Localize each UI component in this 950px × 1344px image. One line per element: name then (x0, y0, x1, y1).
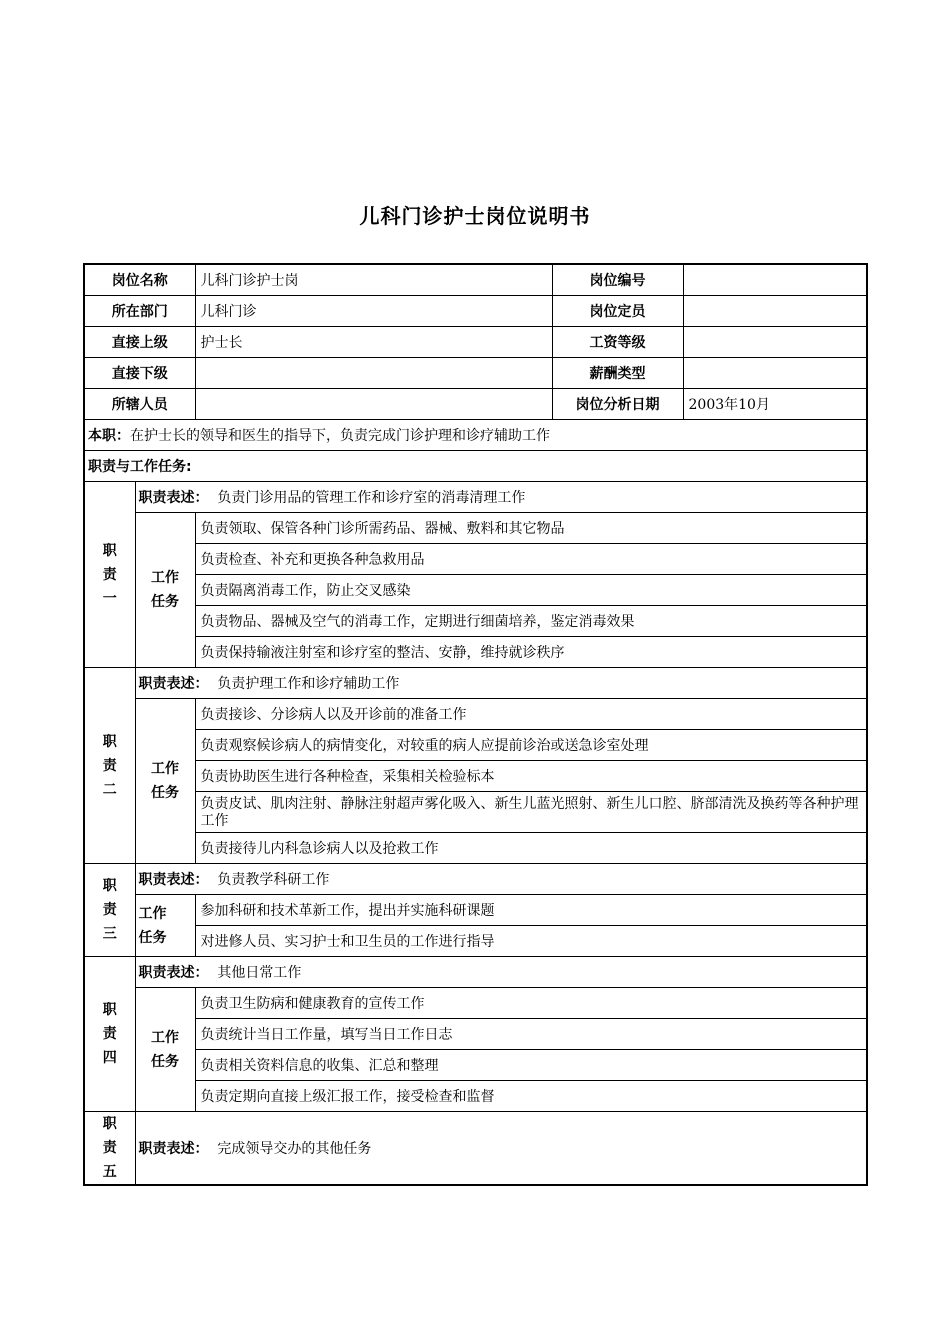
duty-1-name: 职 责 一 (84, 482, 135, 668)
job-name-value: 儿科门诊护士岗 (195, 264, 552, 296)
duty-4-task-row (84, 1019, 867, 1050)
duty-2-task: 负责皮试、肌肉注射、静脉注射超声雾化吸入、新生儿蓝光照射、新生儿口腔、脐部清洗及换药等各种护理工作 (195, 792, 867, 833)
duty-4-task-row (84, 1050, 867, 1081)
staffing-value (683, 296, 867, 327)
duty-2-desc-label: 职责表述： (138, 676, 209, 692)
page-title: 儿科门诊护士岗位说明书 (359, 204, 591, 228)
duty-3-desc: 负责教学科研工作 (217, 872, 330, 888)
duty-1-task-label: 工作 任务 (135, 513, 195, 668)
duty-3-desc-row (84, 864, 867, 895)
duty-2-task: 负责观察候诊病人的病情变化，对较重的病人应提前诊治或送急诊室处理 (195, 730, 867, 761)
wage-value (683, 327, 867, 358)
duty-2-task: 负责接待儿内科急诊病人以及抢救工作 (195, 833, 867, 864)
row-subordinate (84, 358, 867, 389)
duty-5-row (84, 1112, 867, 1186)
row-superior (84, 327, 867, 358)
duty-4-task-label: 工作 任务 (135, 988, 195, 1112)
duty-1-task-row (84, 575, 867, 606)
duty-1-task-row (84, 606, 867, 637)
duty-5-desc-label: 职责表述： (138, 1141, 209, 1157)
duty-1-task-row (84, 544, 867, 575)
duty-1-desc-row (84, 482, 867, 513)
duty-1-task: 负责检查、补充和更换各种急救用品 (195, 544, 867, 575)
duty-1-task: 负责领取、保管各种门诊所需药品、器械、敷料和其它物品 (195, 513, 867, 544)
duty-3-desc-label: 职责表述： (138, 872, 209, 888)
duty-4-task-row (84, 1081, 867, 1112)
subordinate-value (195, 358, 552, 389)
duty-4-desc-label: 职责表述： (138, 965, 209, 981)
job-name-label: 岗位名称 (84, 264, 195, 296)
duty-3-task: 参加科研和技术革新工作，提出并实施科研课题 (195, 895, 867, 926)
duty-2-task: 负责协助医生进行各种检查，采集相关检验标本 (195, 761, 867, 792)
duty-2-task-row (84, 792, 867, 833)
dept-label: 所在部门 (84, 296, 195, 327)
analysis-date-label: 岗位分析日期 (552, 389, 683, 420)
duty-3-name: 职 责 三 (84, 864, 135, 957)
duty-summary-label: 本职： (88, 428, 130, 444)
duty-1-desc-label: 职责表述： (138, 490, 209, 506)
duty-4-desc: 其他日常工作 (217, 965, 302, 981)
row-dept (84, 296, 867, 327)
analysis-date-value: 2003年10月 (683, 389, 867, 420)
job-description-table (83, 263, 868, 1186)
duty-5-name: 职 责 五 (84, 1112, 135, 1186)
staff-label: 所辖人员 (84, 389, 195, 420)
duty-5-desc: 完成领导交办的其他任务 (217, 1141, 372, 1157)
duty-4-name: 职 责 四 (84, 957, 135, 1112)
duty-3-task: 对进修人员、实习护士和卫生员的工作进行指导 (195, 926, 867, 957)
duty-4-task: 负责卫生防病和健康教育的宣传工作 (195, 988, 867, 1019)
staffing-label: 岗位定员 (552, 296, 683, 327)
duty-4-task: 负责相关资料信息的收集、汇总和整理 (195, 1050, 867, 1081)
duty-2-task: 负责接诊、分诊病人以及开诊前的准备工作 (195, 699, 867, 730)
duty-2-task-row (84, 730, 867, 761)
superior-value: 护士长 (195, 327, 552, 358)
duty-1-task: 负责保持输液注射室和诊疗室的整洁、安静，维持就诊秩序 (195, 637, 867, 668)
job-code-value (683, 264, 867, 296)
row-duties-heading (84, 451, 867, 482)
duty-4-task-row (84, 988, 867, 1019)
pay-type-label: 薪酬类型 (552, 358, 683, 389)
superior-label: 直接上级 (84, 327, 195, 358)
duty-1-task: 负责物品、器械及空气的消毒工作，定期进行细菌培养，鉴定消毒效果 (195, 606, 867, 637)
subordinate-label: 直接下级 (84, 358, 195, 389)
duty-2-desc-row (84, 668, 867, 699)
duty-3-task-row (84, 926, 867, 957)
pay-type-value (683, 358, 867, 389)
duty-4-task: 负责统计当日工作量，填写当日工作日志 (195, 1019, 867, 1050)
job-code-label: 岗位编号 (552, 264, 683, 296)
duty-summary-text: 在护士长的领导和医生的指导下，负责完成门诊护理和诊疗辅助工作 (130, 428, 550, 444)
duties-heading: 职责与工作任务: (84, 451, 867, 482)
duty-2-desc: 负责护理工作和诊疗辅助工作 (217, 676, 400, 692)
duty-4-task: 负责定期向直接上级汇报工作，接受检查和监督 (195, 1081, 867, 1112)
staff-value (195, 389, 552, 420)
row-job-name (84, 264, 867, 296)
duty-1-desc: 负责门诊用品的管理工作和诊疗室的消毒清理工作 (217, 490, 526, 506)
duty-4-desc-row (84, 957, 867, 988)
duty-3-task-row (84, 895, 867, 926)
duty-1-task-row (84, 637, 867, 668)
duty-3-task-label: 工作 任务 (135, 895, 195, 957)
duty-1-task: 负责隔离消毒工作，防止交叉感染 (195, 575, 867, 606)
wage-label: 工资等级 (552, 327, 683, 358)
duty-2-task-row (84, 761, 867, 792)
duty-2-task-label: 工作 任务 (135, 699, 195, 864)
duty-2-task-row (84, 699, 867, 730)
row-staff (84, 389, 867, 420)
dept-value: 儿科门诊 (195, 296, 552, 327)
duty-1-task-row (84, 513, 867, 544)
duty-2-task-row (84, 833, 867, 864)
duty-2-name: 职 责 二 (84, 668, 135, 864)
row-duty-summary (84, 420, 867, 451)
